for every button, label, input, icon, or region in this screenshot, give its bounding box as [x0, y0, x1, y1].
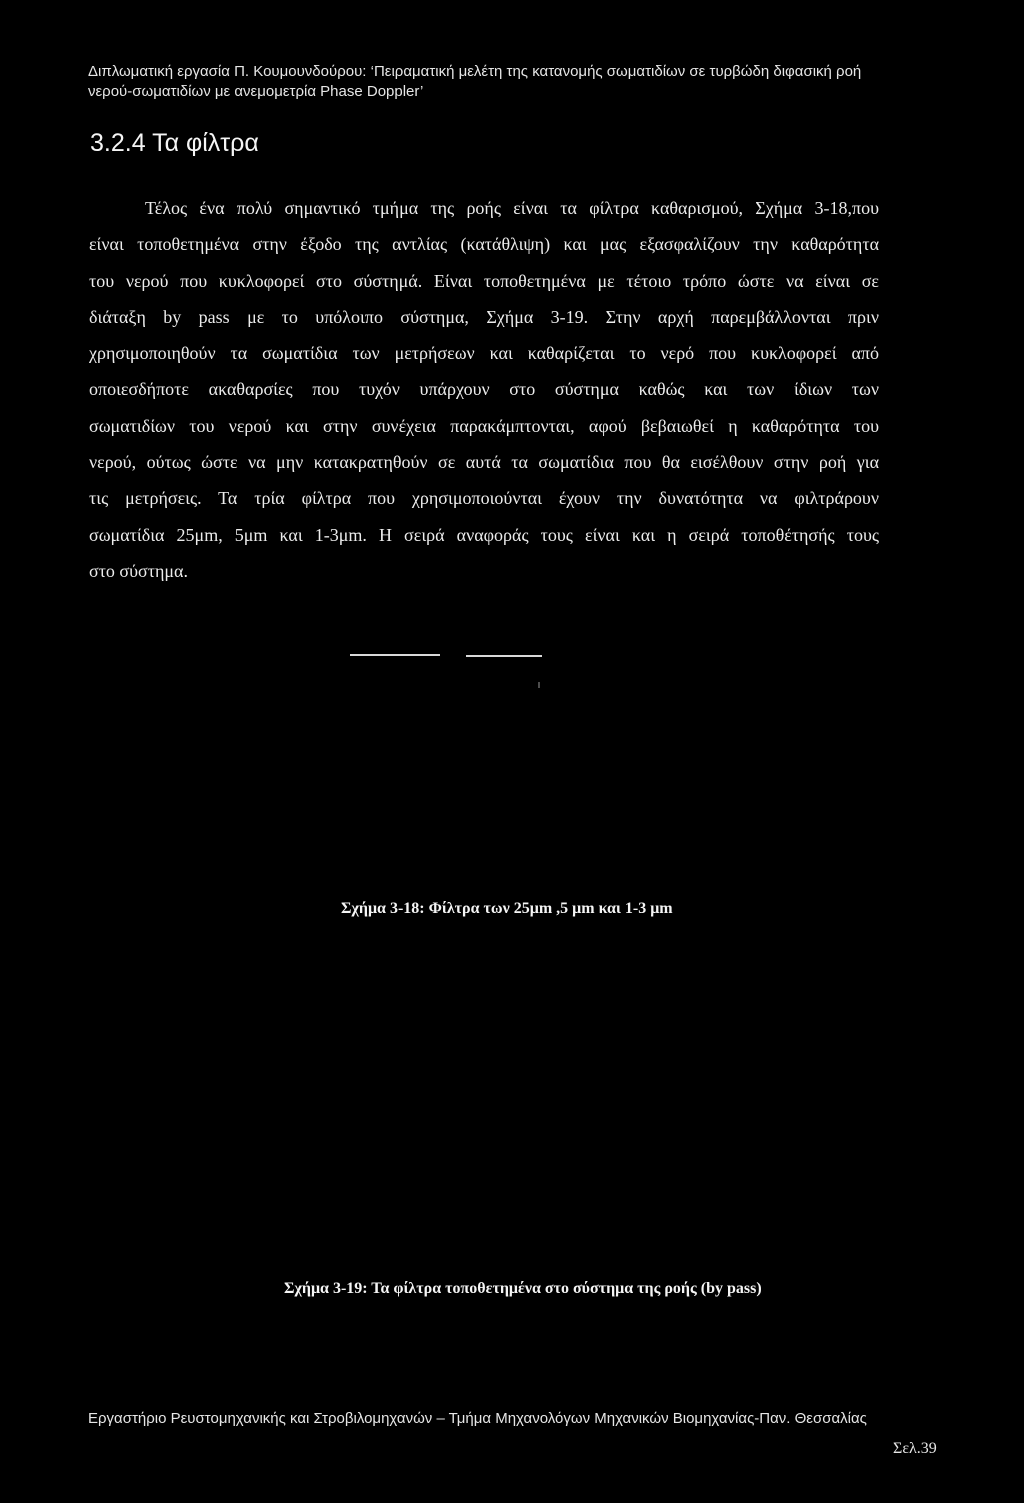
paragraph-line: είναι τοποθετημένα στην έξοδο της αντλίας (κατάθλιψη) και μας εξασφαλίζουν την καθαρότητα — [89, 234, 879, 255]
paragraph-line: οποιεσδήποτε ακαθαρσίες που τυχόν υπάρχουν στο σύστημα καθώς και των ίδιων των — [89, 379, 879, 400]
paragraph-line: τις μετρήσεις. Τα τρία φίλτρα που χρησιμοποιούνται έχουν την δυνατότητα να φιλτράρουν — [89, 488, 879, 509]
section-title-text: Τα φίλτρα — [152, 129, 259, 157]
paragraph-line: διάταξη by pass με το υπόλοιπο σύστημα, Σχήμα 3-19. Στην αρχή παρεμβάλλονται πριν — [89, 306, 879, 327]
header-line-2: νερού-σωματιδίων με ανεμομετρία Phase Doppler’ — [88, 83, 424, 100]
figure-3-19-caption: Σχήμα 3-19: Τα φίλτρα τοποθετημένα στο σύστημα της ροής (by pass) — [284, 1280, 762, 1297]
paragraph-line: Τέλος ένα πολύ σημαντικό τμήμα της ροής είναι τα φίλτρα καθαρισμού, Σχήμα 3-18,που — [145, 198, 879, 218]
section-number: 3.2.4 — [90, 129, 146, 157]
page-number: Σελ.39 — [893, 1440, 937, 1457]
figure-fragment-graphic — [340, 645, 560, 705]
header-line-1: Διπλωματική εργασία Π. Κουμουνδούρου: ‘Πειραματική μελέτη της κατανομής σωματιδίων σε τυρβώδη διφασική ροή — [88, 63, 862, 80]
paragraph-line: σωματιδίων του νερού και στην συνέχεια παρακάμπτονται, αφού βεβαιωθεί η καθαρότητα του — [89, 415, 879, 436]
figure-3-18-image — [340, 645, 560, 705]
paragraph-line: στο σύστημα. — [89, 560, 188, 581]
paragraph-line: του νερού που κυκλοφορεί στο σύστημά. Είναι τοποθετημένα με τέτοιο τρόπο ώστε να είναι σε — [89, 270, 879, 291]
paragraph-line: σωματίδια 25μm, 5μm και 1-3μm. Η σειρά αναφοράς τους είναι και η σειρά τοποθέτησής τους — [89, 524, 879, 545]
section-heading — [90, 128, 259, 158]
body-paragraph — [89, 190, 879, 589]
paragraph-line: νερού, ούτως ώστε να μην κατακρατηθούν σε αυτά τα σωματίδια που θα εισέλθουν στην ροή για — [89, 452, 879, 473]
figure-3-18-caption: Σχήμα 3-18: Φίλτρα των 25μm ,5 μm και 1-3 μm — [341, 900, 673, 917]
paragraph-line: χρησιμοποιηθούν τα σωματίδια των μετρήσεων και καθαρίζεται το νερό που κυκλοφορεί από — [89, 343, 879, 364]
document-footer: Εργαστήριο Ρευστομηχανικής και Στροβιλομηχανών – Τμήμα Μηχανολόγων Μηχανικών Βιομηχανίας-Παν. Θεσσαλίας — [88, 1410, 867, 1427]
document-header — [88, 62, 888, 102]
